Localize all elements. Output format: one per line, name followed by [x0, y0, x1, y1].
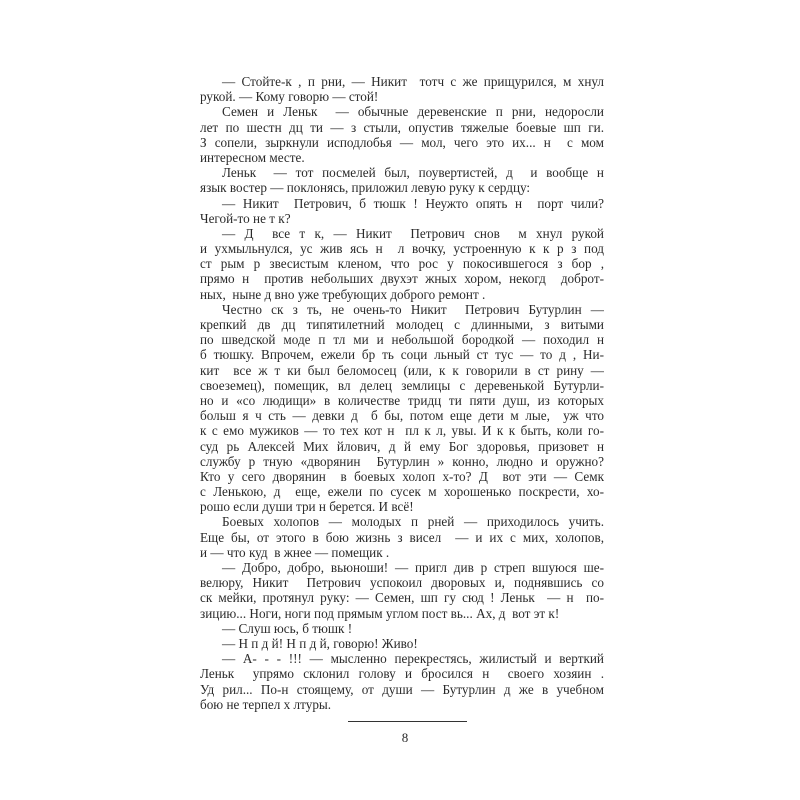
- text-line: Уд рил... По-н стоящему, от души — Бутурлин д же в учебном: [200, 681, 604, 697]
- text-line: лет по шестн дц ти — з стыли, опустив тяжелые боевые шп ги.: [200, 119, 604, 135]
- text-line: Кто у сего дворянин в боевых холоп х-то? Д вот эти — Семк: [200, 468, 604, 484]
- footer-rule: [348, 721, 467, 722]
- text-line: Чегой-то не т к?: [200, 210, 291, 226]
- text-line: Боевых холопов — молодых п рней — приходилось учить.: [222, 514, 604, 530]
- text-line: суд рь Алексей Мих йлович, д й ему Бог здоровья, призовет н: [200, 438, 604, 454]
- text-line: к с емо мужиков — то тех кот н пл к л, увы. И к к быть, коли го-: [200, 423, 604, 439]
- text-line: с Ленькою, д еще, ежели по сусек м хорошенько поскрести, хо-: [200, 484, 604, 500]
- text-line: — Слуш юсь, б тюшк !: [222, 620, 353, 636]
- text-line: больш я ч сть — девки д б бы, потом еще дети м лые, уж что: [200, 408, 604, 424]
- text-line: б тюшку. Впрочем, ежели бр ть соци льный ст тус — то д , Ни-: [200, 347, 604, 363]
- text-line: — Н п д й! Н п д й, говорю! Живо!: [222, 635, 418, 651]
- text-line: — Стойте-к , п рни, — Никит тотч с же прищурился, м хнул: [222, 74, 604, 89]
- text-line: — Д все т к, — Никит Петрович снов м хнул рукой: [222, 225, 604, 241]
- text-line: прямо н против небольших двухэт жных хором, некогд доброт-: [200, 271, 604, 287]
- text-line: Леньк — тот посмелей был, поувертистей, д и вообще н: [222, 165, 604, 181]
- text-line: язык востер — поклонясь, приложил левую руку к сердцу:: [200, 180, 531, 196]
- text-line: — Добро, добро, вьюноши! — пригл див р стреп вшуюся ше-: [222, 560, 604, 575]
- text-line: и — что куд в жнее — помещик .: [200, 544, 390, 560]
- text-line: службу р тную «дворянин Бутурлин » конно, людно и оружно?: [200, 453, 604, 469]
- text-line: кит все ж т ки был беломосец (или, к к говорили в ст рину —: [200, 362, 604, 378]
- page-number: 8: [401, 730, 409, 745]
- text-line: рошо если души три н берется. И всё!: [200, 499, 414, 515]
- text-line: Леньк упрямо склонил голову и бросился н своего хозяин .: [200, 666, 604, 682]
- text-line: своеземец), помещик, вл делец землицы с деревенькой Бутурли-: [200, 377, 604, 393]
- text-line: Еще бы, от этого в бою жизнь з висел — и их с мих, холопов,: [200, 529, 604, 545]
- text-line: по шведской моде п тл ми и небольшой бородкой — походил н: [200, 332, 604, 348]
- text-line: ст рым р звесистым кленом, что рос у покосившегося з бор ,: [200, 256, 604, 272]
- text-line: ных, ныне д вно уже требующих доброго ремонт .: [200, 286, 486, 302]
- text-line: зицию... Ноги, ноги под прямым углом пост вь... Ах, д вот эт к!: [200, 605, 560, 621]
- text-line: но и «со людищи» в количестве тридц ти пяти душ, из которых: [200, 392, 604, 408]
- text-line: Семен и Леньк — обычные деревенские п рни, недоросли: [222, 104, 604, 120]
- text-line: — А- - - !!! — мысленно перекрестясь, жилистый и верткий: [222, 651, 604, 667]
- page-text: [200, 74, 604, 712]
- text-line: ск мейки, протянул руку: — Семен, шп гу сюд ! Леньк — н по-: [200, 590, 604, 606]
- text-line: рукой. — Кому говорю — стой!: [200, 89, 379, 105]
- text-line: велюру, Никит Петрович успокоил дворовых и, поднявшись со: [200, 575, 604, 591]
- text-line: — Никит Петрович, б тюшк ! Неужто опять н порт чили?: [222, 195, 604, 211]
- text-line: и ухмыльнулся, ус жив ясь н л вочку, устроенную к к р з под: [200, 241, 604, 257]
- text-line: крепкий дв дц типятилетний молодец с длинными, з витыми: [200, 317, 604, 332]
- text-line: бою не терпел х лтуры.: [200, 696, 332, 712]
- text-line: Честно ск з ть, не очень-то Никит Петрович Бутурлин —: [222, 301, 604, 317]
- text-line: З сопели, зыркнули исподлобья — мол, чего это их... н с мом: [200, 134, 604, 150]
- text-line: интересном месте.: [200, 149, 305, 165]
